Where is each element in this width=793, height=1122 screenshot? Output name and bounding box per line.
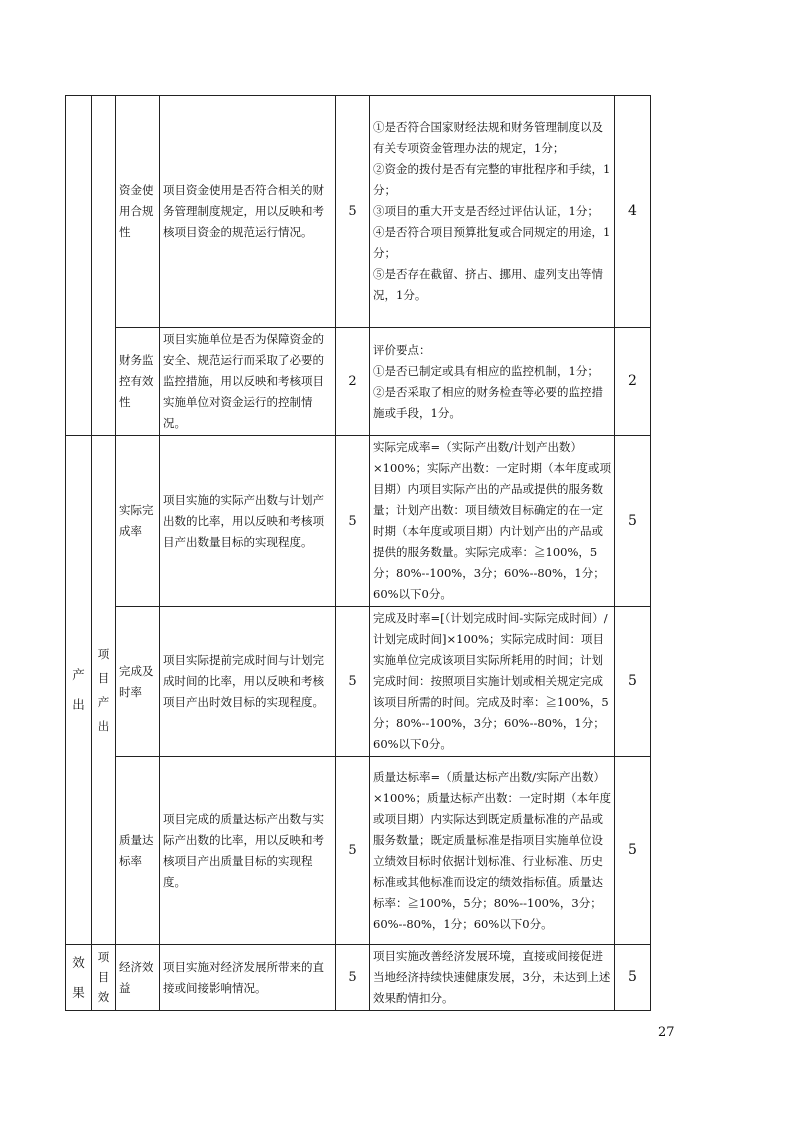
indicator-criteria: 完成及时率=[（计划完成时间-实际完成时间）/计划完成时间]×100%；实际完成时间：项目实施单位完成该项目实际所耗用的时间；计划完成时间：按照项目实施计划或相关规定完成该项目所需的时间。完成及时率：≧100%，5分；80%--100%，3分；60%--80%，1分；60%以下0分。 — [370, 607, 615, 757]
group-cell-empty — [66, 96, 92, 436]
indicator-weight: 2 — [336, 328, 370, 436]
table-row — [66, 328, 651, 436]
indicator-criteria: 质量达标率=（质量达标产出数/实际产出数）×100%；质量达标产出数：一定时期（本年度或项目期）内实际达到既定质量标准的产品或服务数量；既定质量标准是指项目实施单位设立绩效目标时依据计划标准、行业标准、历史标准或其他标准而设定的绩效指标值。质量达标率：≧100%，5分；80%--100%，3分；60%--80%，1分；60%以下0分。 — [370, 757, 615, 945]
indicator-definition: 项目实施的实际产出数与计划产出数的比率，用以反映和考核项目产出数量目标的实现程度。 — [160, 436, 336, 607]
subgroup-cell-effect: 项目效 — [92, 945, 116, 1011]
indicator-name: 完成及时率 — [116, 607, 160, 757]
table-row — [66, 96, 651, 328]
indicator-name: 经济效益 — [116, 945, 160, 1011]
group-cell-effect: 效果 — [66, 945, 92, 1011]
indicator-weight: 5 — [336, 757, 370, 945]
indicator-definition: 项目实际提前完成时间与计划完成时间的比率，用以反映和考核项目产出时效目标的实现程度。 — [160, 607, 336, 757]
indicator-score: 5 — [615, 607, 651, 757]
indicator-criteria: 评价要点： ①是否已制定或具有相应的监控机制，1分； ②是否采取了相应的财务检查等必要的监控措施或手段，1分。 — [370, 328, 615, 436]
indicator-definition: 项目实施单位是否为保障资金的安全、规范运行而采取了必要的监控措施，用以反映和考核项目实施单位对资金运行的控制情况。 — [160, 328, 336, 436]
evaluation-table — [65, 95, 651, 1011]
indicator-definition: 项目实施对经济发展所带来的直接或间接影响情况。 — [160, 945, 336, 1011]
indicator-score: 5 — [615, 757, 651, 945]
indicator-definition: 项目完成的质量达标产出数与实际产出数的比率，用以反映和考核项目产出质量目标的实现程度。 — [160, 757, 336, 945]
indicator-name: 资金使用合规性 — [116, 96, 160, 328]
indicator-criteria: 实际完成率=（实际产出数/计划产出数）×100%；实际产出数：一定时期（本年度或项目期）内项目实际产出的产品或提供的服务数量；计划产出数：项目绩效目标确定的在一定时期（本年度或项目期）内计划产出的产品或提供的服务数量。实际完成率：≧100%，5分；80%--100%，3分；60%--80%，1分；60%以下0分。 — [370, 436, 615, 607]
indicator-criteria: 项目实施改善经济发展环境，直接或间接促进当地经济持续快速健康发展，3分，未达到上述效果酌情扣分。 — [370, 945, 615, 1011]
indicator-name: 实际完成率 — [116, 436, 160, 607]
table-row — [66, 436, 651, 607]
subgroup-cell-output: 项目产出 — [92, 436, 116, 945]
table-row — [66, 945, 651, 1011]
indicator-weight: 5 — [336, 96, 370, 328]
indicator-weight: 5 — [336, 436, 370, 607]
indicator-weight: 5 — [336, 607, 370, 757]
group-cell-output: 产出 — [66, 436, 92, 945]
table-row — [66, 757, 651, 945]
indicator-score: 2 — [615, 328, 651, 436]
indicator-criteria: ①是否符合国家财经法规和财务管理制度以及有关专项资金管理办法的规定，1分； ②资金的拨付是否有完整的审批程序和手续，1分； ③项目的重大开支是否经过评估认证，1分； ④是否符合项目预算批复或合同规定的用途，1分； ⑤是否存在截留、挤占、挪用、虚列支出等情况，1分。 — [370, 96, 615, 328]
indicator-score: 5 — [615, 436, 651, 607]
indicator-name: 质量达标率 — [116, 757, 160, 945]
table-row — [66, 607, 651, 757]
subgroup-cell-empty — [92, 96, 116, 436]
page-number: 27 — [658, 1025, 675, 1040]
indicator-weight: 5 — [336, 945, 370, 1011]
indicator-score: 5 — [615, 945, 651, 1011]
indicator-name: 财务监控有效性 — [116, 328, 160, 436]
indicator-definition: 项目资金使用是否符合相关的财务管理制度规定，用以反映和考核项目资金的规范运行情况。 — [160, 96, 336, 328]
indicator-score: 4 — [615, 96, 651, 328]
